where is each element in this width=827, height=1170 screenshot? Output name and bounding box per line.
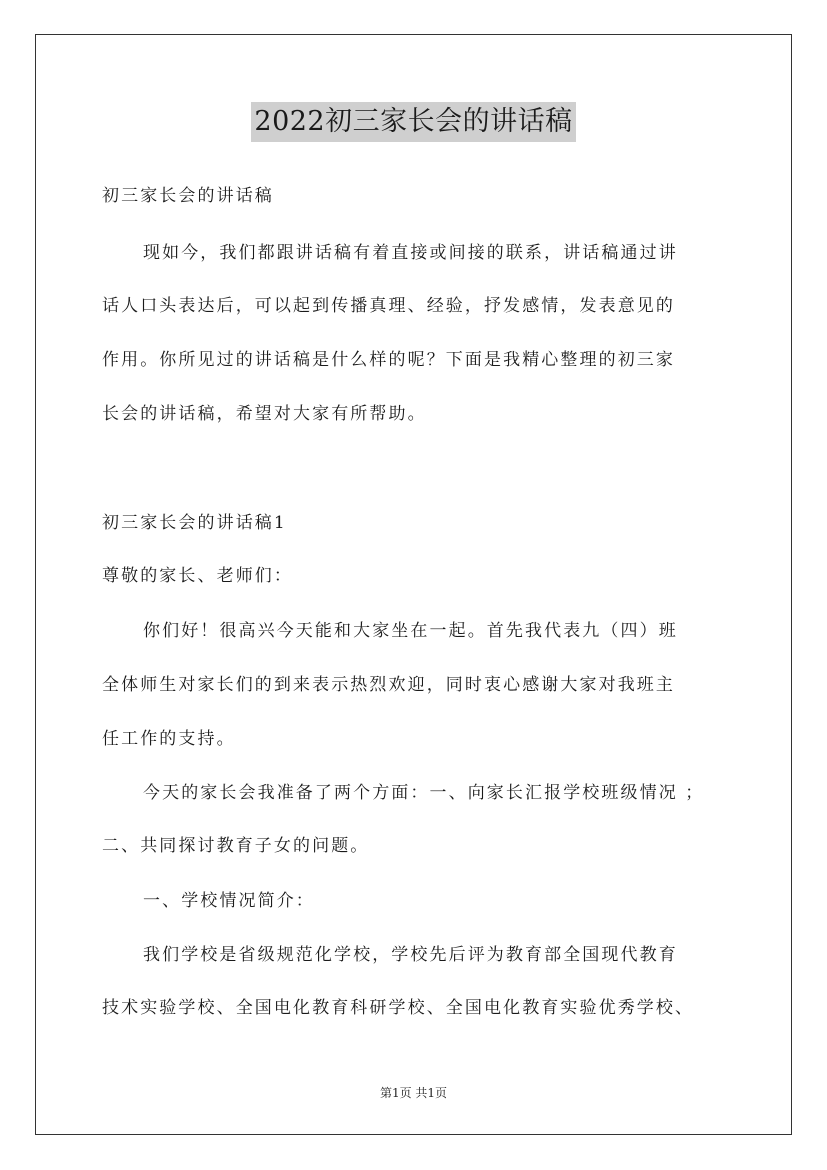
paragraph-line: 你们好！很高兴今天能和大家坐在一起。首先我代表九（四）班 [143, 621, 678, 641]
title-container [0, 102, 827, 142]
paragraph-line: 今天的家长会我准备了两个方面：一、向家长汇报学校班级情况 ； [143, 783, 705, 803]
paragraph-line: 任工作的支持。 [102, 729, 236, 749]
paragraph-line: 现如今，我们都跟讲话稿有着直接或间接的联系，讲话稿通过讲 [143, 243, 678, 263]
paragraph-line: 我们学校是省级规范化学校，学校先后评为教育部全国现代教育 [143, 945, 678, 965]
paragraph-line: 技术实验学校、全国电化教育科研学校、全国电化教育实验优秀学校、 [102, 998, 695, 1018]
paragraph-line: 二、共同探讨教育子女的问题。 [102, 836, 370, 856]
paragraph-line: 话人口头表达后，可以起到传播真理、经验，抒发感情，发表意见的 [102, 296, 675, 316]
section-heading: 初三家长会的讲话稿1 [102, 513, 287, 533]
page-footer: 第1页 共1页 [379, 1086, 448, 1100]
document-title: 2022初三家长会的讲话稿 [251, 102, 575, 142]
salutation: 尊敬的家长、老师们： [102, 566, 293, 586]
list-heading: 一、学校情况简介： [143, 891, 315, 911]
paragraph-line: 作用。你所见过的讲话稿是什么样的呢？下面是我精心整理的初三家 [102, 350, 675, 370]
paragraph-line: 全体师生对家长们的到来表示热烈欢迎，同时衷心感谢大家对我班主 [102, 675, 675, 695]
paragraph-line: 长会的讲话稿，希望对大家有所帮助。 [102, 404, 427, 424]
subheading: 初三家长会的讲话稿 [102, 186, 274, 206]
